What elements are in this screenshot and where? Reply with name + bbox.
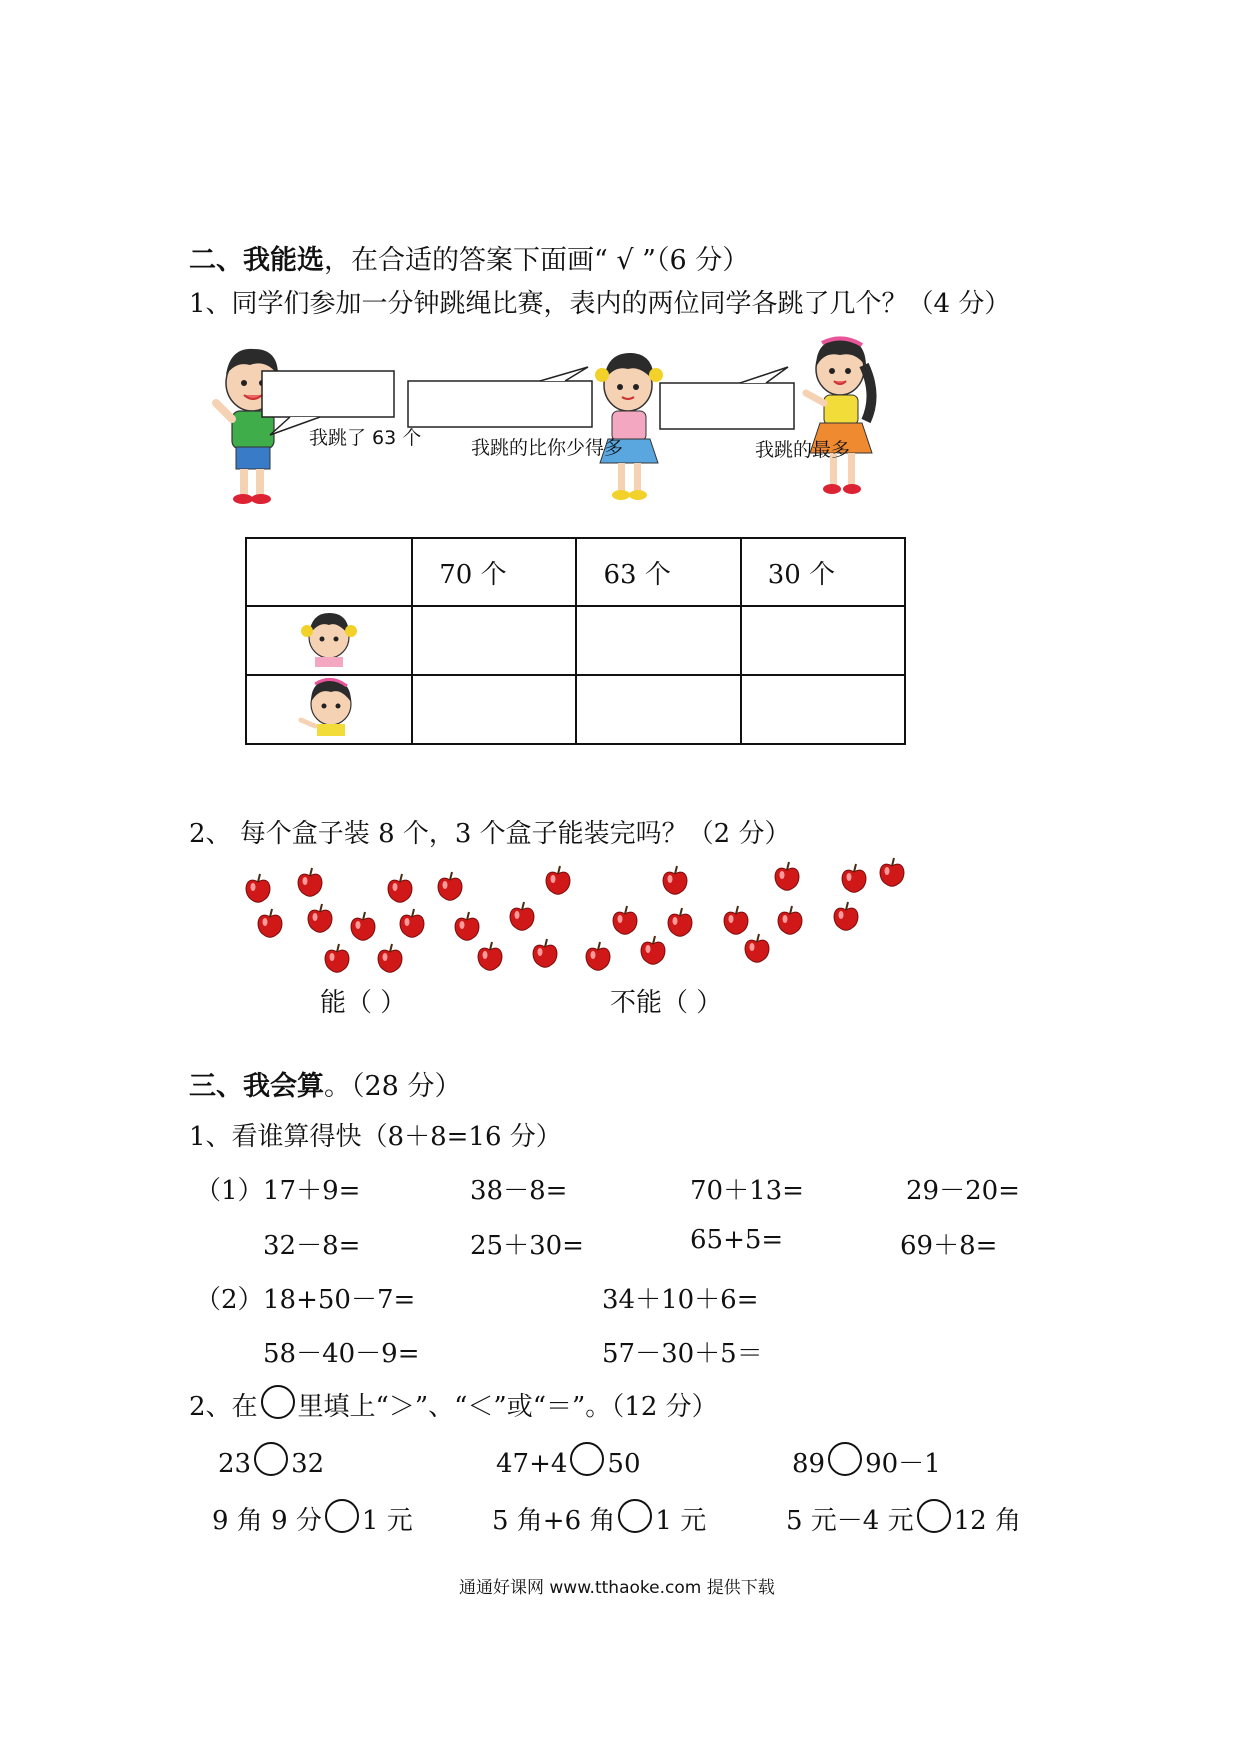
math-item: 38－8= bbox=[470, 1176, 568, 1206]
apple-icon bbox=[308, 904, 332, 932]
compare-item bbox=[212, 1499, 413, 1537]
cell-girl2-30[interactable] bbox=[741, 675, 905, 744]
apple-icon bbox=[834, 902, 858, 930]
footer-text: 通通好课网 www.tthaoke.com 提供下载 bbox=[459, 1578, 775, 1598]
apple-icon bbox=[455, 912, 479, 940]
option-no[interactable]: 不能（ ） bbox=[610, 988, 723, 1018]
compare-item bbox=[218, 1442, 324, 1479]
section3-title bbox=[189, 1064, 461, 1103]
cell-girl1-30[interactable] bbox=[741, 606, 905, 675]
cell-girl1-70[interactable] bbox=[412, 606, 576, 675]
math-item: 34＋10＋6= bbox=[602, 1285, 759, 1315]
compare-left: 5 元－4 元 bbox=[786, 1506, 914, 1536]
compare-left: 47+4 bbox=[496, 1449, 568, 1479]
blank-circle-icon bbox=[261, 1385, 295, 1419]
girl1-avatar-cell bbox=[246, 606, 412, 675]
section2-question2: 2、 每个盒子装 8 个，3 个盒子能装完吗？（2 分） bbox=[189, 819, 791, 849]
apple-icon bbox=[775, 862, 799, 890]
girl2-avatar bbox=[289, 676, 369, 736]
girl1-avatar bbox=[289, 607, 369, 667]
apple-icon bbox=[258, 909, 282, 937]
compare-item bbox=[792, 1442, 941, 1480]
apple-icon bbox=[298, 868, 322, 896]
section3-question2 bbox=[189, 1385, 718, 1423]
compare-right: 32 bbox=[291, 1449, 325, 1479]
compare-right: 90－1 bbox=[865, 1449, 941, 1479]
apple-icon bbox=[351, 912, 375, 940]
table-row-girl2 bbox=[246, 675, 905, 744]
cell-girl2-70[interactable] bbox=[412, 675, 576, 744]
apple-icon bbox=[478, 942, 502, 970]
compare-right: 1 元 bbox=[655, 1506, 707, 1536]
section2-title-bold: 二、我能选 bbox=[189, 245, 324, 276]
math-item: 65+5= bbox=[690, 1225, 784, 1255]
math-item: 57－30＋5＝ bbox=[602, 1339, 763, 1369]
compare-left: 89 bbox=[792, 1449, 826, 1479]
compare-circle-icon[interactable] bbox=[917, 1499, 951, 1533]
math-item: 58－40－9= bbox=[263, 1339, 420, 1369]
apple-icon bbox=[778, 906, 802, 934]
compare-right: 12 角 bbox=[953, 1506, 1021, 1536]
bubble-1-text: 我跳了 63 个 bbox=[309, 427, 422, 449]
math-item: 69＋8= bbox=[900, 1231, 998, 1261]
apple-icon bbox=[388, 874, 412, 902]
apple-icon bbox=[586, 942, 610, 970]
section3-question1: 1、看谁算得快（8＋8=16 分） bbox=[189, 1122, 562, 1152]
part1-label: （1） bbox=[195, 1176, 264, 1206]
apple-icon bbox=[438, 872, 462, 900]
girl2-figure bbox=[806, 338, 872, 494]
math-item: 25＋30= bbox=[470, 1231, 584, 1261]
compare-item bbox=[492, 1499, 706, 1537]
girl2-avatar-cell bbox=[246, 675, 412, 744]
apple-icon bbox=[668, 908, 692, 936]
compare-circle-icon[interactable] bbox=[325, 1499, 359, 1533]
section3-title-bold: 三、我会算 bbox=[189, 1071, 324, 1102]
apple-icon bbox=[325, 944, 349, 972]
compare-left: 5 角+6 角 bbox=[492, 1506, 616, 1536]
apple-icon bbox=[641, 936, 665, 964]
section3-title-rest: 。（28 分） bbox=[324, 1071, 462, 1102]
bubble-2-text: 我跳的比你少得多 bbox=[471, 437, 624, 459]
table-header-63: 63 个 bbox=[576, 538, 740, 606]
compare-circle-icon[interactable] bbox=[570, 1442, 604, 1476]
math-item: 70＋13= bbox=[690, 1176, 804, 1206]
table-header-70: 70 个 bbox=[412, 538, 576, 606]
option-yes[interactable]: 能（ ） bbox=[320, 988, 407, 1018]
q2-prefix: 2、在 bbox=[189, 1392, 258, 1422]
math-item: 29－20= bbox=[906, 1176, 1020, 1206]
apple-icon bbox=[533, 939, 557, 967]
apple-icon bbox=[745, 934, 769, 962]
section2-title bbox=[189, 238, 749, 277]
table-header-30: 30 个 bbox=[741, 538, 905, 606]
section2-question1: 1、同学们参加一分钟跳绳比赛，表内的两位同学各跳了几个？（4 分） bbox=[189, 289, 1011, 319]
q2-suffix: 里填上“＞”、“＜”或“＝”。（12 分） bbox=[297, 1392, 718, 1422]
math-item: 18+50－7= bbox=[263, 1285, 416, 1315]
table-header-row bbox=[246, 538, 905, 606]
speech-bubble-2 bbox=[408, 367, 592, 427]
apple-icon bbox=[510, 902, 534, 930]
compare-item bbox=[496, 1442, 641, 1479]
table-corner-cell bbox=[246, 538, 412, 606]
apple-icon bbox=[663, 866, 687, 894]
section2-title-rest: ，在合适的答案下面画“ √ ”（6 分） bbox=[324, 245, 750, 276]
girl1-figure bbox=[595, 353, 663, 500]
cell-girl1-63[interactable] bbox=[576, 606, 740, 675]
compare-circle-icon[interactable] bbox=[618, 1499, 652, 1533]
bubble-3-text: 我跳的最多 bbox=[755, 439, 851, 461]
speech-bubble-3 bbox=[660, 367, 794, 429]
apple-icon bbox=[400, 909, 424, 937]
apple-icon bbox=[246, 874, 270, 902]
cell-girl2-63[interactable] bbox=[576, 675, 740, 744]
compare-circle-icon[interactable] bbox=[828, 1442, 862, 1476]
apple-icon bbox=[378, 944, 402, 972]
apple-icon bbox=[880, 858, 904, 886]
compare-right: 1 元 bbox=[361, 1506, 413, 1536]
apple-group bbox=[240, 848, 920, 973]
apple-icon bbox=[546, 866, 570, 894]
part2-label: （2） bbox=[195, 1285, 264, 1315]
apple-icon bbox=[613, 906, 637, 934]
compare-circle-icon[interactable] bbox=[254, 1442, 288, 1476]
math-item: 32－8= bbox=[263, 1231, 361, 1261]
compare-right: 50 bbox=[607, 1449, 641, 1479]
compare-left: 9 角 9 分 bbox=[212, 1506, 322, 1536]
compare-item bbox=[786, 1499, 1021, 1537]
table-row-girl1 bbox=[246, 606, 905, 675]
compare-left: 23 bbox=[218, 1449, 252, 1479]
apple-icon bbox=[724, 906, 748, 934]
math-item: 17＋9= bbox=[263, 1176, 361, 1206]
answer-table bbox=[245, 537, 906, 745]
apple-icon bbox=[842, 864, 866, 892]
